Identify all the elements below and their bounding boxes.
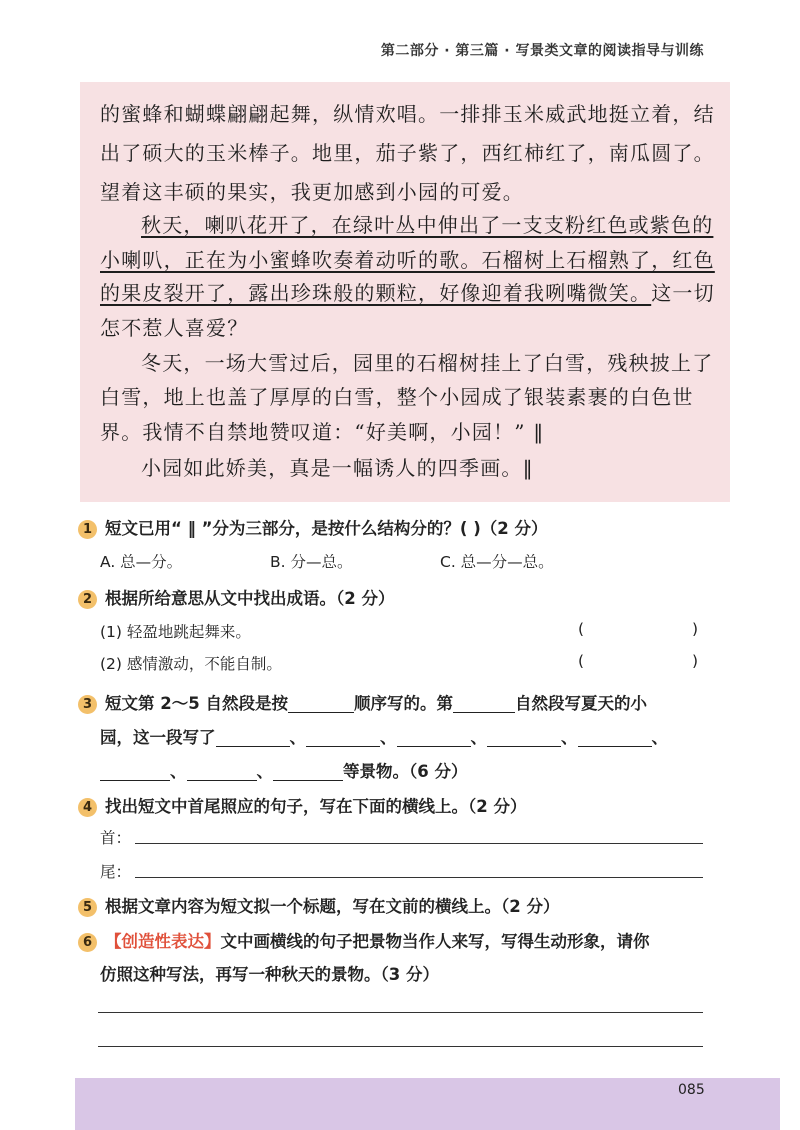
answer-line-head[interactable] [135,843,703,844]
passage-line: 出了硕大的玉米棒子。地里，茄子紫了，西红柿红了，南瓜圆了。 [100,141,715,165]
answer-blank[interactable] [273,762,343,781]
question-1: 1 短文已用“ ‖ ”分为三部分，是按什么结构分的？( )（2 分） [78,515,547,539]
answer-blank[interactable] [216,728,290,747]
answer-blank[interactable] [288,694,354,713]
question-number-badge: 4 [78,798,97,817]
answer-paren-close: ) [692,652,699,670]
question-4: 4 找出短文中首尾照应的句子，写在下面的横线上。（2 分） [78,793,526,817]
answer-paren-open: ( [578,652,585,670]
question-number-badge: 3 [78,695,97,714]
question-6-line-2: 仿照这种写法，再写一种秋天的景物。（3 分） [100,965,439,984]
passage-line: 怎不惹人喜爱？ [100,316,249,340]
tail-label: 尾： [100,863,132,881]
answer-blank[interactable] [578,728,652,747]
answer-blank[interactable] [453,694,515,713]
answer-paren-open: ( [578,620,585,638]
passage-line: 的蜜蜂和蝴蝶翩翩起舞，纵情欢唱。一排排玉米威武地挺立着，结 [100,102,715,126]
question-3-line-2: 园，这一段写了 、 、 、 、 、 [100,728,668,747]
answer-line[interactable] [98,1046,703,1047]
question-5: 5 根据文章内容为短文拟一个标题，写在文前的横线上。（2 分） [78,893,559,917]
passage-line: 小园如此娇美，真是一幅诱人的四季画。‖ [141,456,534,480]
option-c[interactable]: C. 总—分—总。 [440,553,554,571]
q2-item-2: (2) 感情激动，不能自制。 [100,655,282,673]
footer-band [75,1078,780,1130]
passage-line: 小喇叭，正在为小蜜蜂吹奏着动听的歌。石榴树上石榴熟了，红色 [100,248,715,272]
question-number-badge: 2 [78,590,97,609]
head-label: 首： [100,829,132,847]
question-3: 3 短文第 2～5 自然段是按 顺序写的。第 自然段写夏天的小 [78,690,647,714]
answer-blank[interactable] [100,762,170,781]
question-number-badge: 6 [78,933,97,952]
page-number: 085 [678,1082,705,1098]
answer-line[interactable] [98,1012,703,1013]
answer-blank[interactable] [487,728,561,747]
question-number-badge: 1 [78,520,97,539]
option-b[interactable]: B. 分—总。 [270,553,353,571]
question-3-line-3: 、 、 等景物。（6 分） [100,758,467,782]
answer-blank[interactable] [187,762,257,781]
answer-blank[interactable] [397,728,471,747]
passage-line: 界。我情不自禁地赞叹道：“好美啊，小园！” ‖ [100,420,545,444]
running-header: 第二部分 · 第三篇 · 写景类文章的阅读指导与训练 [380,43,704,59]
passage-line: 望着这丰硕的果实，我更加感到小园的可爱。 [100,180,524,204]
question-number-badge: 5 [78,898,97,917]
answer-line-tail[interactable] [135,877,703,878]
passage-line: 秋天，喇叭花开了，在绿叶丛中伸出了一支支粉红色或紫色的 [141,213,714,237]
question-2: 2 根据所给意思从文中找出成语。（2 分） [78,585,394,609]
passage-line: 冬天，一场大雪过后，园里的石榴树挂上了白雪，残秧披上了 [141,351,714,375]
answer-paren-close: ) [692,620,699,638]
question-6: 6 【创造性表达】文中画横线的句子把景物当作人来写，写得生动形象，请你 [78,928,650,952]
passage-line: 白雪，地上也盖了厚厚的白雪，整个小园成了银装素裹的白色世 [100,385,694,409]
option-a[interactable]: A. 总—分。 [100,553,183,571]
answer-blank[interactable] [306,728,380,747]
creative-expression-tag: 【创造性表达】 [105,932,221,951]
passage-line: 的果皮裂开了，露出珍珠般的颗粒，好像迎着我咧嘴微笑。这一切 [100,281,715,305]
q2-item-1: (1) 轻盈地跳起舞来。 [100,623,251,641]
